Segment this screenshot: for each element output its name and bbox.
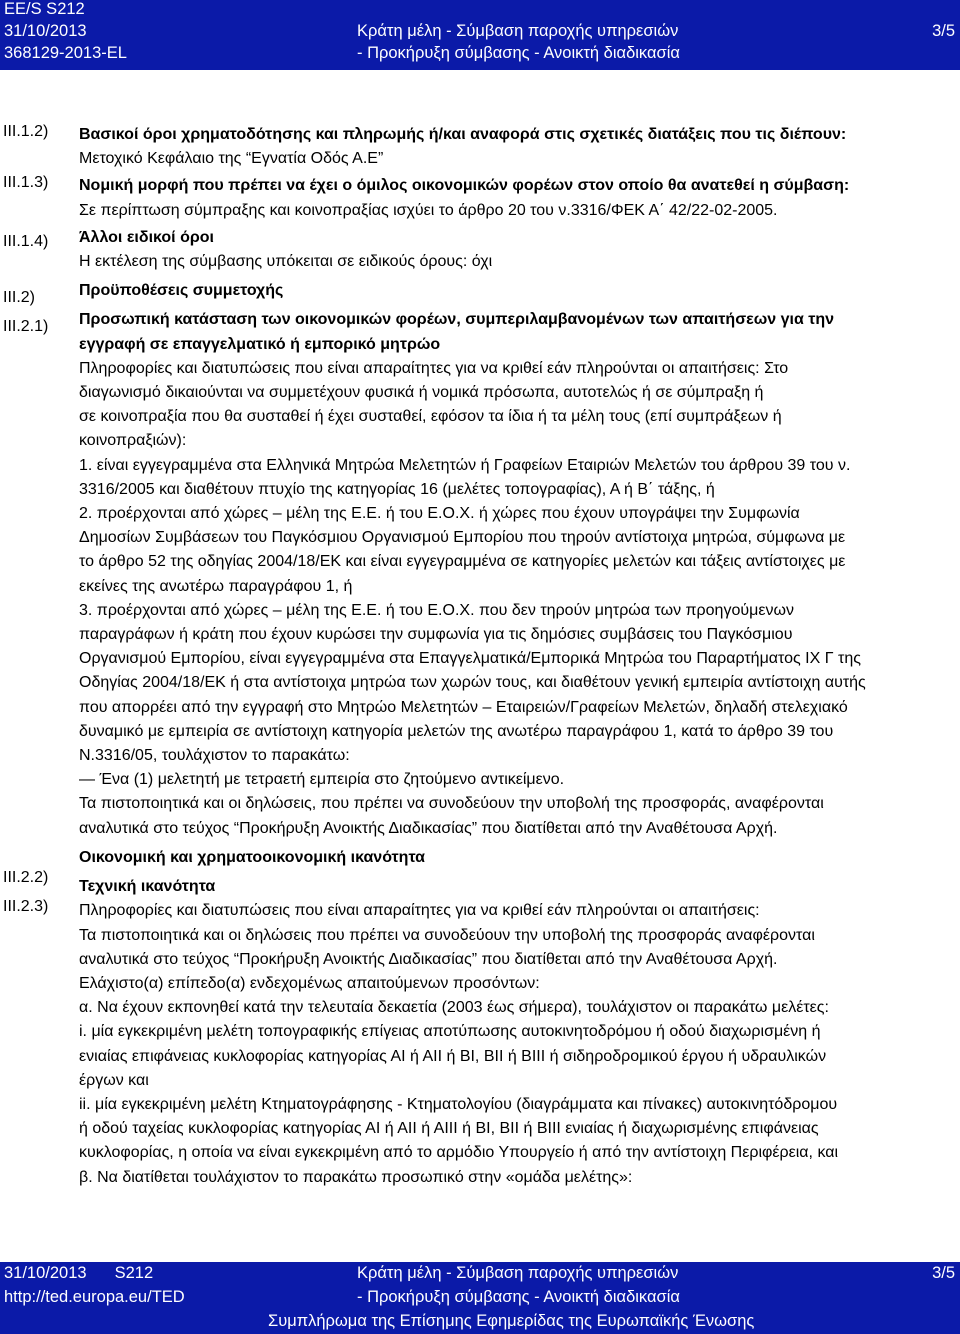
section-title: εγγραφή σε επαγγελματικό ή εμπορικό μητρώο bbox=[79, 335, 441, 353]
section-number-III-2-2: III.2.2) bbox=[3, 869, 49, 886]
body-line: το άρθρο 52 της οδηγίας 2004/18/ΕΚ και είναι εγγεγραμμένα σε κατηγορίες μελετών και τάξεις αντίστοιχες με bbox=[79, 553, 846, 571]
section-text: Μετοχικό Κεφάλαιο της “Εγνατία Οδός Α.Ε” bbox=[79, 150, 384, 168]
body-line: αναλυτικά στο τεύχος “Προκήρυξη Ανοικτής Διαδικασίας” που διατίθεται από την Αναθέτουσα Αρχή. bbox=[79, 819, 778, 837]
section-title: Προσωπική κατάσταση των οικονομικών φορέων, συμπεριλαμβανομένων των απαιτήσεων για την bbox=[79, 311, 835, 329]
page-footer bbox=[0, 1262, 960, 1334]
section-number-III-2-3: III.2.3) bbox=[3, 898, 49, 915]
body-line: Τα πιστοποιητικά και οι δηλώσεις, που πρέπει να συνοδεύουν την υποβολή της προσφοράς, αναφέρονται bbox=[79, 795, 824, 813]
section-title: Τεχνική ικανότητα bbox=[79, 878, 216, 896]
section-text: Η εκτέλεση της σύμβασης υπόκειται σε ειδικούς όρους: όχι bbox=[79, 253, 493, 271]
body-line: ii. μία εγκεκριμένη μελέτη Κτηματογράφησης - Κτηματολογίου (διαγράμματα και πίνακες) αυτοκινητόδρομου bbox=[79, 1095, 838, 1113]
body-line: σε κοινοπραξία που θα συσταθεί ή έχει συσταθεί, εφόσον τα ίδια ή τα μέλη τους (επί συμπράξεων ή bbox=[79, 408, 782, 426]
body-line: 2. προέρχονται από χώρες – μέλη της Ε.Ε. ή του Ε.Ο.Χ. ή χώρες που έχουν υπογράψει την Συμφωνία bbox=[79, 505, 800, 523]
section-title: Άλλοι ειδικοί όροι bbox=[79, 228, 214, 246]
body-line: Πληροφορίες και διατυπώσεις που είναι απαραίτητες για να κριθεί εάν πληρούνται οι απαιτήσεις: Στο bbox=[79, 359, 789, 377]
section-number-III-2: III.2) bbox=[3, 289, 36, 306]
footer-date-form bbox=[4, 1264, 153, 1283]
section-title: Βασικοί όροι χρηματοδότησης και πληρωμής ή/και αναφορά στις σχετικές διατάξεις που τις διέπουν: bbox=[79, 126, 847, 143]
body-line: ή οδού ταχείας κυκλοφορίας κατηγορίας ΑΙ ή ΑΙΙ ή ΑΙΙΙ ή ΒΙ, ΒΙΙ ή ΒΙΙΙ ενιαίας ή διαχωρισμένης επιφάνειας bbox=[79, 1120, 819, 1138]
footer-title-line1: Κράτη μέλη - Σύμβαση παροχής υπηρεσιών bbox=[357, 1264, 679, 1282]
body-line: Οδηγίας 2004/18/ΕΚ ή στα αντίστοιχα μητρώα των χωρών τους, και διαθέτουν γενική εμπειρία αντίστοιχη αυτής bbox=[79, 674, 866, 692]
footer-form: S212 bbox=[114, 1264, 154, 1282]
body-line: εκείνες της ανωτέρω παραγράφου 1, ή bbox=[79, 577, 353, 595]
footer-page-number: 3/5 bbox=[932, 1264, 955, 1282]
footer-title-line2: - Προκήρυξη σύμβασης - Ανοικτή διαδικασία bbox=[357, 1288, 680, 1306]
section-title: Νομική μορφή που πρέπει να έχει ο όμιλος οικονομικών φορέων στον οποίο θα ανατεθεί η σύμβαση: bbox=[79, 177, 850, 195]
body-line: Δημοσίων Συμβάσεων του Παγκόσμιου Οργανισμού Εμπορίου που τηρούν αντίστοιχα μητρώα, σύμφωνα με bbox=[79, 529, 846, 547]
body-line: ενιαίας επιφάνειας κυκλοφορίας κατηγορίας ΑΙ ή ΑΙΙ ή ΒΙ, ΒΙΙ ή ΒΙΙΙ ή σιδηροδρομικού έργου ή υδραυλικών bbox=[79, 1047, 827, 1065]
body-line: Οργανισμού Εμπορίου, είναι εγγεγραμμένα στα Επαγγελματικά/Εμπορικά Μητρώα του Παραρτήματος ΙΧ Γ της bbox=[79, 650, 861, 668]
section-number-III-1-4: III.1.4) bbox=[3, 233, 49, 250]
body-line: Τα πιστοποιητικά και οι δηλώσεις που πρέπει να συνοδεύουν την υποβολή της προσφοράς αναφέρονται bbox=[79, 926, 815, 944]
body-line: Ν.3316/05, τουλάχιστον το παρακάτω: bbox=[79, 747, 350, 765]
body-line: έργων και bbox=[79, 1071, 149, 1089]
body-line: αναλυτικά στο τεύχος “Προκήρυξη Ανοικτής Διαδικασίας” που διατίθεται από την Αναθέτουσα Αρχή. bbox=[79, 950, 778, 968]
header-title-line1: Κράτη μέλη - Σύμβαση παροχής υπηρεσιών bbox=[357, 22, 679, 40]
header-doc-id: 368129-2013-EL bbox=[4, 44, 127, 62]
section-number-III-2-1: III.2.1) bbox=[3, 318, 49, 335]
section-title: Οικονομική και χρηματοοικονομική ικανότητα bbox=[79, 848, 425, 866]
header-date: 31/10/2013 bbox=[4, 22, 87, 40]
body-line: 3. προέρχονται από χώρες – μέλη της Ε.Ε. ή του Ε.Ο.Χ. που δεν τηρούν μητρώα των προηγούμενων bbox=[79, 601, 794, 619]
footer-url-link[interactable]: http://ted.europa.eu/TED bbox=[4, 1288, 185, 1306]
header-doc-code: EE/S S212 bbox=[4, 0, 85, 18]
body-line: που απορρέει από την εγγραφή στο Μητρώο Μελετητών – Εταιρειών/Γραφείων Μελετών, δηλαδή στελεχιακό bbox=[79, 698, 848, 716]
header-page-number: 3/5 bbox=[932, 22, 955, 40]
body-line: — Ένα (1) μελετητή με τετραετή εμπειρία στο ζητούμενο αντικείμενο. bbox=[79, 771, 565, 789]
body-line: β. Να διατίθεται τουλάχιστον το παρακάτω προσωπικό στην «ομάδα μελέτης»: bbox=[79, 1168, 633, 1186]
section-number-III-1-2: III.1.2) bbox=[3, 123, 49, 140]
body-line: 3316/2005 και διαθέτουν πτυχίο της κατηγορίας 16 (μελέτες τοπογραφίας), Α ή Β΄ τάξης, ή bbox=[79, 480, 715, 498]
body-line: κοινοπραξιών): bbox=[79, 432, 187, 450]
body-line: Ελάχιστο(α) επίπεδο(α) ενδεχομένως απαιτούμενων προσόντων: bbox=[79, 974, 540, 992]
document-body bbox=[79, 123, 955, 1190]
section-title: Προϋποθέσεις συμμετοχής bbox=[79, 282, 284, 300]
page-header bbox=[0, 0, 960, 70]
body-line: διαγωνισμό δικαιούνται να συμμετέχουν φυσικά ή νομικά πρόσωπα, αυτοτελώς ή σε σύμπραξη ή bbox=[79, 384, 764, 402]
body-line: κυκλοφορίας, η οποία να είναι εγκεκριμένη από το αρμόδιο Υπουργείο ή από την αντίστοιχη Περιφέρεια, και bbox=[79, 1144, 839, 1162]
body-line: α. Να έχουν εκπονηθεί κατά την τελευταία δεκαετία (2003 έως σήμερα), τουλάχιστον οι παρακάτω μελέτες: bbox=[79, 999, 829, 1017]
body-line: παραγράφων ή κράτη που έχουν κυρώσει την συμφωνία για τις δημόσιες συμβάσεις του Παγκόσμιου bbox=[79, 626, 793, 644]
section-text: Σε περίπτωση σύμπραξης και κοινοπραξίας ισχύει το άρθρο 20 του ν.3316/ΦΕΚ Α΄ 42/22-02-2005. bbox=[79, 201, 778, 219]
footer-journal-name: Συμπλήρωμα της Επίσημης Εφημερίδας της Ευρωπαϊκής Ένωσης bbox=[268, 1312, 755, 1330]
body-line: 1. είναι εγγεγραμμένα στα Ελληνικά Μητρώα Μελετητών ή Γραφείων Εταιριών Μελετών του άρθρου 39 του ν. bbox=[79, 456, 851, 474]
section-number-III-1-3: III.1.3) bbox=[3, 174, 49, 191]
body-line: i. μία εγκεκριμένη μελέτη τοπογραφικής επίγειας αποτύπωσης αυτοκινητοδρόμου ή οδού διαχωρισμένη ή bbox=[79, 1023, 821, 1041]
header-title-line2: - Προκήρυξη σύμβασης - Ανοικτή διαδικασία bbox=[357, 44, 680, 62]
body-line: Πληροφορίες και διατυπώσεις που είναι απαραίτητες για να κριθεί εάν πληρούνται οι απαιτήσεις: bbox=[79, 902, 760, 920]
footer-date: 31/10/2013 bbox=[4, 1264, 87, 1282]
body-line: δυναμικό με εμπειρία σε αντίστοιχη κατηγορία μελετών της ανωτέρω παραγράφου 1, κατά το άρθρο 39 του bbox=[79, 722, 834, 740]
